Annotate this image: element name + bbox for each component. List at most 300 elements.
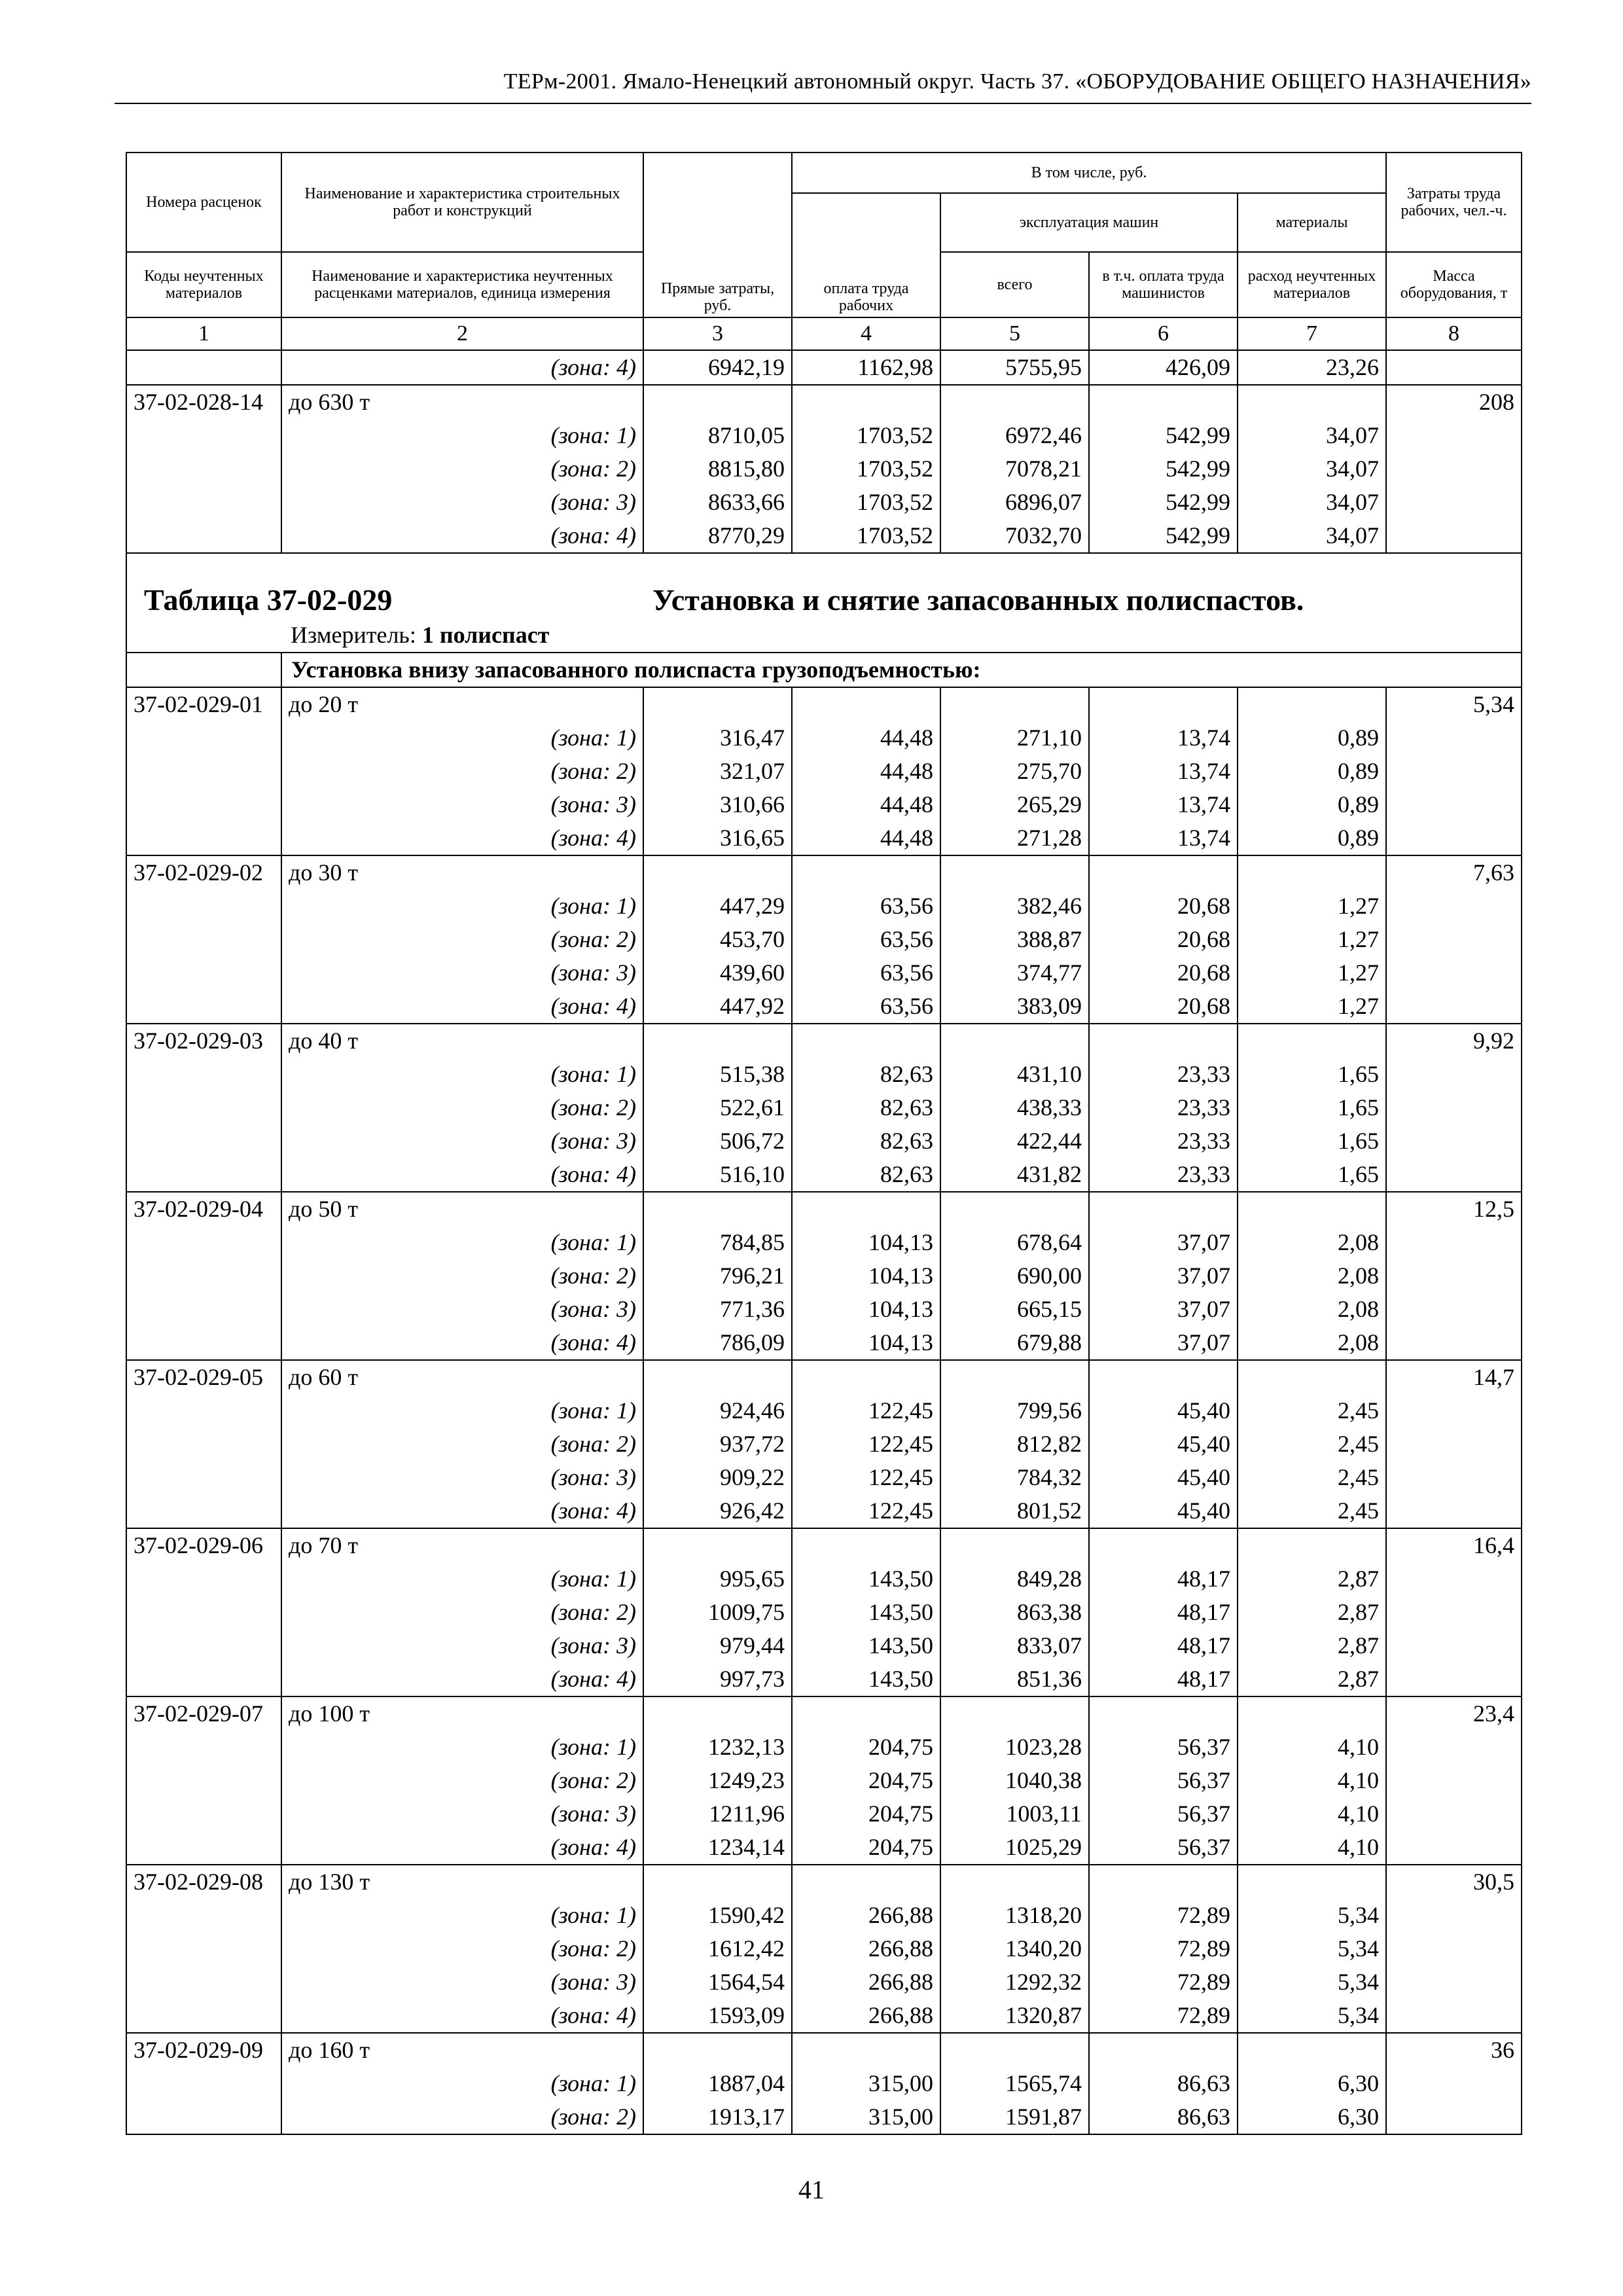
value-cell: 204,75 [792, 1797, 940, 1831]
value-cell: 6,30 [1238, 2100, 1386, 2134]
table-row [126, 755, 1522, 788]
value-cell: 23,33 [1089, 1158, 1238, 1192]
empty-cell [126, 1999, 281, 2033]
value-cell: 1162,98 [792, 350, 940, 385]
value-cell: 909,22 [643, 1461, 792, 1494]
labor-cost: 23,4 [1386, 1696, 1522, 1731]
value-cell: 431,10 [940, 1058, 1089, 1091]
empty-cell [1238, 2033, 1386, 2067]
value-cell: 1565,74 [940, 2067, 1089, 2100]
labor-cost: 16,4 [1386, 1528, 1522, 1562]
value-cell: 382,46 [940, 889, 1089, 923]
value-cell: 45,40 [1089, 1461, 1238, 1494]
table-row [126, 1731, 1522, 1764]
table-row [126, 687, 1522, 721]
empty-cell [126, 1797, 281, 1831]
table-row [126, 1494, 1522, 1528]
value-cell: 2,08 [1238, 1293, 1386, 1326]
empty-cell [1089, 1696, 1238, 1731]
value-cell: 4,10 [1238, 1831, 1386, 1865]
value-cell: 2,45 [1238, 1461, 1386, 1494]
value-cell: 63,56 [792, 990, 940, 1024]
value-cell: 1,27 [1238, 956, 1386, 990]
empty-cell [643, 1528, 792, 1562]
empty-cell [940, 2033, 1089, 2067]
empty-cell [126, 1662, 281, 1696]
value-cell: 104,13 [792, 1326, 940, 1360]
table-number: Таблица 37-02-029 [144, 583, 393, 617]
table-row [126, 1394, 1522, 1427]
zone-label: (зона: 1) [281, 1394, 643, 1427]
value-cell: 1340,20 [940, 1932, 1089, 1965]
empty-cell [1386, 1293, 1522, 1326]
value-cell: 679,88 [940, 1326, 1089, 1360]
value-cell: 8815,80 [643, 452, 792, 486]
table-row [126, 1058, 1522, 1091]
table-row [126, 1629, 1522, 1662]
empty-cell [1386, 1965, 1522, 1999]
value-cell: 122,45 [792, 1427, 940, 1461]
zone-label: (зона: 4) [281, 1494, 643, 1528]
table-row [126, 1259, 1522, 1293]
table-row [126, 2100, 1522, 2134]
value-cell: 1318,20 [940, 1899, 1089, 1932]
value-cell: 72,89 [1089, 1965, 1238, 1999]
value-cell: 2,45 [1238, 1394, 1386, 1427]
value-cell: 1,65 [1238, 1124, 1386, 1158]
col3-header: Прямые затраты, руб. [643, 152, 792, 317]
zone-label: (зона: 3) [281, 1461, 643, 1494]
table-row [126, 1528, 1522, 1562]
empty-cell [126, 1764, 281, 1797]
value-cell: 516,10 [643, 1158, 792, 1192]
col7-header: расход неучтенных материалов [1238, 252, 1386, 317]
empty-cell [1386, 1259, 1522, 1293]
empty-cell [126, 1596, 281, 1629]
table-row [126, 1932, 1522, 1965]
empty-cell [126, 1259, 281, 1293]
value-cell: 439,60 [643, 956, 792, 990]
value-cell: 86,63 [1089, 2067, 1238, 2100]
col1-top-header: Номера расценок [126, 152, 281, 252]
empty-cell [643, 1696, 792, 1731]
value-cell: 266,88 [792, 1999, 940, 2033]
value-cell: 63,56 [792, 956, 940, 990]
value-cell: 8770,29 [643, 519, 792, 553]
empty-cell [126, 419, 281, 452]
zone-label: (зона: 4) [281, 350, 643, 385]
value-cell: 8710,05 [643, 419, 792, 452]
value-cell: 6972,46 [940, 419, 1089, 452]
col-number: 1 [126, 317, 281, 350]
empty-cell [1386, 519, 1522, 553]
col6-header: в т.ч. оплата труда машинистов [1089, 252, 1238, 317]
value-cell: 522,61 [643, 1091, 792, 1124]
empty-cell [126, 1326, 281, 1360]
empty-cell [792, 687, 940, 721]
table-title-block [126, 553, 1522, 687]
value-cell: 204,75 [792, 1731, 940, 1764]
empty-cell [643, 1360, 792, 1394]
value-cell: 2,87 [1238, 1662, 1386, 1696]
value-cell: 72,89 [1089, 1932, 1238, 1965]
zone-label: (зона: 4) [281, 990, 643, 1024]
zone-label: (зона: 3) [281, 486, 643, 519]
empty-cell [1089, 687, 1238, 721]
empty-cell [126, 990, 281, 1024]
value-cell: 678,64 [940, 1226, 1089, 1259]
value-cell: 447,92 [643, 990, 792, 1024]
empty-cell [126, 788, 281, 821]
empty-cell [1238, 1360, 1386, 1394]
empty-cell [643, 1865, 792, 1899]
value-cell: 37,07 [1089, 1226, 1238, 1259]
empty-cell [126, 1091, 281, 1124]
value-cell: 266,88 [792, 1965, 940, 1999]
value-cell: 56,37 [1089, 1731, 1238, 1764]
rate-code: 37-02-029-04 [126, 1192, 281, 1226]
empty-cell [1386, 821, 1522, 855]
value-cell: 542,99 [1089, 519, 1238, 553]
empty-cell [126, 1427, 281, 1461]
table-row [126, 1091, 1522, 1124]
zone-label: (зона: 2) [281, 1091, 643, 1124]
value-cell: 44,48 [792, 755, 940, 788]
zone-label: (зона: 4) [281, 1662, 643, 1696]
empty-cell [1238, 385, 1386, 419]
empty-cell [126, 2100, 281, 2134]
table-row [126, 923, 1522, 956]
value-cell: 431,82 [940, 1158, 1089, 1192]
zone-label: (зона: 2) [281, 755, 643, 788]
value-cell: 315,00 [792, 2100, 940, 2134]
work-name: до 160 т [281, 2033, 643, 2067]
header-rule [115, 103, 1531, 104]
empty-cell [1386, 419, 1522, 452]
zone-label: (зона: 2) [281, 2100, 643, 2134]
value-cell: 5,34 [1238, 1965, 1386, 1999]
value-cell: 275,70 [940, 755, 1089, 788]
value-cell: 5,34 [1238, 1932, 1386, 1965]
value-cell: 2,87 [1238, 1562, 1386, 1596]
zone-label: (зона: 3) [281, 1293, 643, 1326]
value-cell: 13,74 [1089, 755, 1238, 788]
empty-cell [126, 1158, 281, 1192]
empty-cell [126, 1899, 281, 1932]
table-row [126, 2067, 1522, 2100]
continued-rows [126, 350, 1522, 553]
table-row [126, 1899, 1522, 1932]
labor-cost: 5,34 [1386, 687, 1522, 721]
empty-cell [940, 1528, 1089, 1562]
table-row [126, 1360, 1522, 1394]
empty-cell [1386, 1494, 1522, 1528]
zone-label: (зона: 1) [281, 1058, 643, 1091]
empty-cell [126, 721, 281, 755]
value-cell: 2,45 [1238, 1494, 1386, 1528]
empty-cell [940, 1192, 1089, 1226]
rate-code: 37-02-029-06 [126, 1528, 281, 1562]
value-cell: 453,70 [643, 923, 792, 956]
value-cell: 204,75 [792, 1764, 940, 1797]
empty-cell [1089, 385, 1238, 419]
zone-label: (зона: 1) [281, 1226, 643, 1259]
empty-cell [1386, 1461, 1522, 1494]
empty-cell [940, 855, 1089, 889]
value-cell: 374,77 [940, 956, 1089, 990]
labor-cost: 12,5 [1386, 1192, 1522, 1226]
value-cell: 1,27 [1238, 923, 1386, 956]
value-cell: 122,45 [792, 1394, 940, 1427]
value-cell: 271,10 [940, 721, 1089, 755]
value-cell: 44,48 [792, 788, 940, 821]
value-cell: 2,87 [1238, 1629, 1386, 1662]
empty-cell [1238, 1696, 1386, 1731]
table-row [126, 1024, 1522, 1058]
value-cell: 1249,23 [643, 1764, 792, 1797]
value-cell: 812,82 [940, 1427, 1089, 1461]
value-cell: 266,88 [792, 1932, 940, 1965]
empty-cell [126, 1058, 281, 1091]
value-cell: 422,44 [940, 1124, 1089, 1158]
meter-value: 1 полиспаст [421, 622, 550, 648]
empty-cell [940, 385, 1089, 419]
value-cell: 784,85 [643, 1226, 792, 1259]
value-cell: 310,66 [643, 788, 792, 821]
value-cell: 2,08 [1238, 1259, 1386, 1293]
table-row [126, 1662, 1522, 1696]
value-cell: 388,87 [940, 923, 1089, 956]
value-cell: 997,73 [643, 1662, 792, 1696]
table-row [126, 1124, 1522, 1158]
table-row [126, 486, 1522, 519]
zone-label: (зона: 3) [281, 1124, 643, 1158]
labor-cost: 7,63 [1386, 855, 1522, 889]
value-cell: 20,68 [1089, 956, 1238, 990]
table-row [126, 1293, 1522, 1326]
value-cell: 799,56 [940, 1394, 1089, 1427]
value-cell: 1,65 [1238, 1091, 1386, 1124]
value-cell: 6896,07 [940, 486, 1089, 519]
value-cell: 849,28 [940, 1562, 1089, 1596]
empty-cell [1386, 1124, 1522, 1158]
value-cell: 690,00 [940, 1259, 1089, 1293]
value-cell: 1211,96 [643, 1797, 792, 1831]
table-header [126, 152, 1522, 350]
empty-cell [1386, 990, 1522, 1024]
value-cell: 315,00 [792, 2067, 940, 2100]
empty-cell [792, 855, 940, 889]
item-rows [126, 687, 1522, 2134]
empty-cell [1386, 452, 1522, 486]
rate-code: 37-02-029-05 [126, 1360, 281, 1394]
value-cell: 1,27 [1238, 889, 1386, 923]
value-cell: 5,34 [1238, 1899, 1386, 1932]
value-cell: 48,17 [1089, 1562, 1238, 1596]
value-cell: 924,46 [643, 1394, 792, 1427]
value-cell: 48,17 [1089, 1662, 1238, 1696]
table-row [126, 452, 1522, 486]
zone-label: (зона: 1) [281, 419, 643, 452]
empty-cell [1386, 923, 1522, 956]
work-name: до 60 т [281, 1360, 643, 1394]
empty-cell [126, 956, 281, 990]
value-cell: 34,07 [1238, 486, 1386, 519]
empty-cell [1089, 855, 1238, 889]
value-cell: 1,65 [1238, 1058, 1386, 1091]
col8-top-header: Затраты труда рабочих, чел.-ч. [1386, 152, 1522, 252]
table-row [126, 1596, 1522, 1629]
empty-cell [1386, 1764, 1522, 1797]
empty-cell [1386, 1326, 1522, 1360]
table-row [126, 1326, 1522, 1360]
col2-top-header: Наименование и характеристика строительных работ и конструкций [281, 152, 643, 252]
value-cell: 82,63 [792, 1124, 940, 1158]
value-cell: 438,33 [940, 1091, 1089, 1124]
value-cell: 1703,52 [792, 519, 940, 553]
empty-cell [1238, 1865, 1386, 1899]
value-cell: 542,99 [1089, 419, 1238, 452]
empty-cell [126, 1831, 281, 1865]
col5-header: всего [940, 252, 1089, 317]
labor-cost: 208 [1386, 385, 1522, 419]
table-row [126, 1427, 1522, 1461]
zone-label: (зона: 3) [281, 956, 643, 990]
empty-cell [126, 1562, 281, 1596]
value-cell: 48,17 [1089, 1629, 1238, 1662]
empty-cell [1386, 755, 1522, 788]
value-cell: 937,72 [643, 1427, 792, 1461]
value-cell: 4,10 [1238, 1797, 1386, 1831]
empty-cell [1386, 1629, 1522, 1662]
empty-cell [126, 1965, 281, 1999]
col-number: 6 [1089, 317, 1238, 350]
empty-cell [643, 687, 792, 721]
zone-label: (зона: 3) [281, 1629, 643, 1662]
zone-label: (зона: 2) [281, 1259, 643, 1293]
empty-cell [940, 687, 1089, 721]
empty-cell [940, 1696, 1089, 1731]
value-cell: 1591,87 [940, 2100, 1089, 2134]
empty-cell [1386, 486, 1522, 519]
table-row [126, 1999, 1522, 2033]
empty-cell [1386, 889, 1522, 923]
empty-cell [940, 1360, 1089, 1394]
zone-label: (зона: 1) [281, 1562, 643, 1596]
zone-label: (зона: 3) [281, 1965, 643, 1999]
value-cell: 1232,13 [643, 1731, 792, 1764]
work-name: до 50 т [281, 1192, 643, 1226]
value-cell: 1025,29 [940, 1831, 1089, 1865]
value-cell: 321,07 [643, 755, 792, 788]
empty-cell [1386, 1158, 1522, 1192]
table-row [126, 956, 1522, 990]
labor-cost: 9,92 [1386, 1024, 1522, 1058]
value-cell: 0,89 [1238, 788, 1386, 821]
table-row [126, 1461, 1522, 1494]
empty-cell [1386, 1058, 1522, 1091]
value-cell: 56,37 [1089, 1764, 1238, 1797]
labor-cost: 36 [1386, 2033, 1522, 2067]
value-cell: 4,10 [1238, 1731, 1386, 1764]
value-cell: 1,27 [1238, 990, 1386, 1024]
value-cell: 204,75 [792, 1831, 940, 1865]
value-cell: 23,33 [1089, 1091, 1238, 1124]
empty-cell [1386, 1091, 1522, 1124]
zone-label: (зона: 1) [281, 2067, 643, 2100]
value-cell: 426,09 [1089, 350, 1238, 385]
empty-cell [1238, 1192, 1386, 1226]
zone-label: (зона: 4) [281, 1831, 643, 1865]
zone-label: (зона: 2) [281, 923, 643, 956]
table-row [126, 519, 1522, 553]
zone-label: (зона: 2) [281, 452, 643, 486]
value-cell: 7078,21 [940, 452, 1089, 486]
value-cell: 86,63 [1089, 2100, 1238, 2134]
value-cell: 56,37 [1089, 1797, 1238, 1831]
empty-cell [1238, 687, 1386, 721]
empty-cell [1386, 350, 1522, 385]
rate-code: 37-02-029-03 [126, 1024, 281, 1058]
empty-cell [792, 1024, 940, 1058]
value-cell: 1234,14 [643, 1831, 792, 1865]
work-name: до 20 т [281, 687, 643, 721]
value-cell: 1703,52 [792, 452, 940, 486]
rate-code: 37-02-029-08 [126, 1865, 281, 1899]
value-cell: 23,33 [1089, 1058, 1238, 1091]
value-cell: 383,09 [940, 990, 1089, 1024]
zone-label: (зона: 2) [281, 1764, 643, 1797]
value-cell: 979,44 [643, 1629, 792, 1662]
value-cell: 82,63 [792, 1158, 940, 1192]
empty-cell [792, 1192, 940, 1226]
empty-cell [1386, 1999, 1522, 2033]
value-cell: 1612,42 [643, 1932, 792, 1965]
empty-cell [643, 2033, 792, 2067]
table-row [126, 1831, 1522, 1865]
empty-cell [1386, 1831, 1522, 1865]
col-number: 5 [940, 317, 1089, 350]
labor-cost: 14,7 [1386, 1360, 1522, 1394]
value-cell: 143,50 [792, 1629, 940, 1662]
value-cell: 0,89 [1238, 821, 1386, 855]
meter-label: Измеритель: [291, 622, 416, 648]
running-header: ТЕРм-2001. Ямало-Ненецкий автономный округ. Часть 37. «ОБОРУДОВАНИЕ ОБЩЕГО НАЗНАЧЕНИЯ» [503, 69, 1531, 94]
value-cell: 23,26 [1238, 350, 1386, 385]
value-cell: 786,09 [643, 1326, 792, 1360]
value-cell: 37,07 [1089, 1326, 1238, 1360]
value-cell: 56,37 [1089, 1831, 1238, 1865]
empty-cell [643, 385, 792, 419]
zone-label: (зона: 4) [281, 1158, 643, 1192]
value-cell: 1003,11 [940, 1797, 1089, 1831]
machines-group-header: эксплуатация машин [940, 193, 1238, 252]
empty-cell [940, 1024, 1089, 1058]
work-name: до 70 т [281, 1528, 643, 1562]
value-cell: 271,28 [940, 821, 1089, 855]
value-cell: 1009,75 [643, 1596, 792, 1629]
empty-cell [940, 1865, 1089, 1899]
value-cell: 143,50 [792, 1662, 940, 1696]
empty-cell [126, 923, 281, 956]
zone-label: (зона: 2) [281, 1596, 643, 1629]
value-cell: 2,08 [1238, 1326, 1386, 1360]
value-cell: 2,08 [1238, 1226, 1386, 1259]
work-name: до 630 т [281, 385, 643, 419]
work-name: до 40 т [281, 1024, 643, 1058]
value-cell: 1913,17 [643, 2100, 792, 2134]
value-cell: 37,07 [1089, 1293, 1238, 1326]
